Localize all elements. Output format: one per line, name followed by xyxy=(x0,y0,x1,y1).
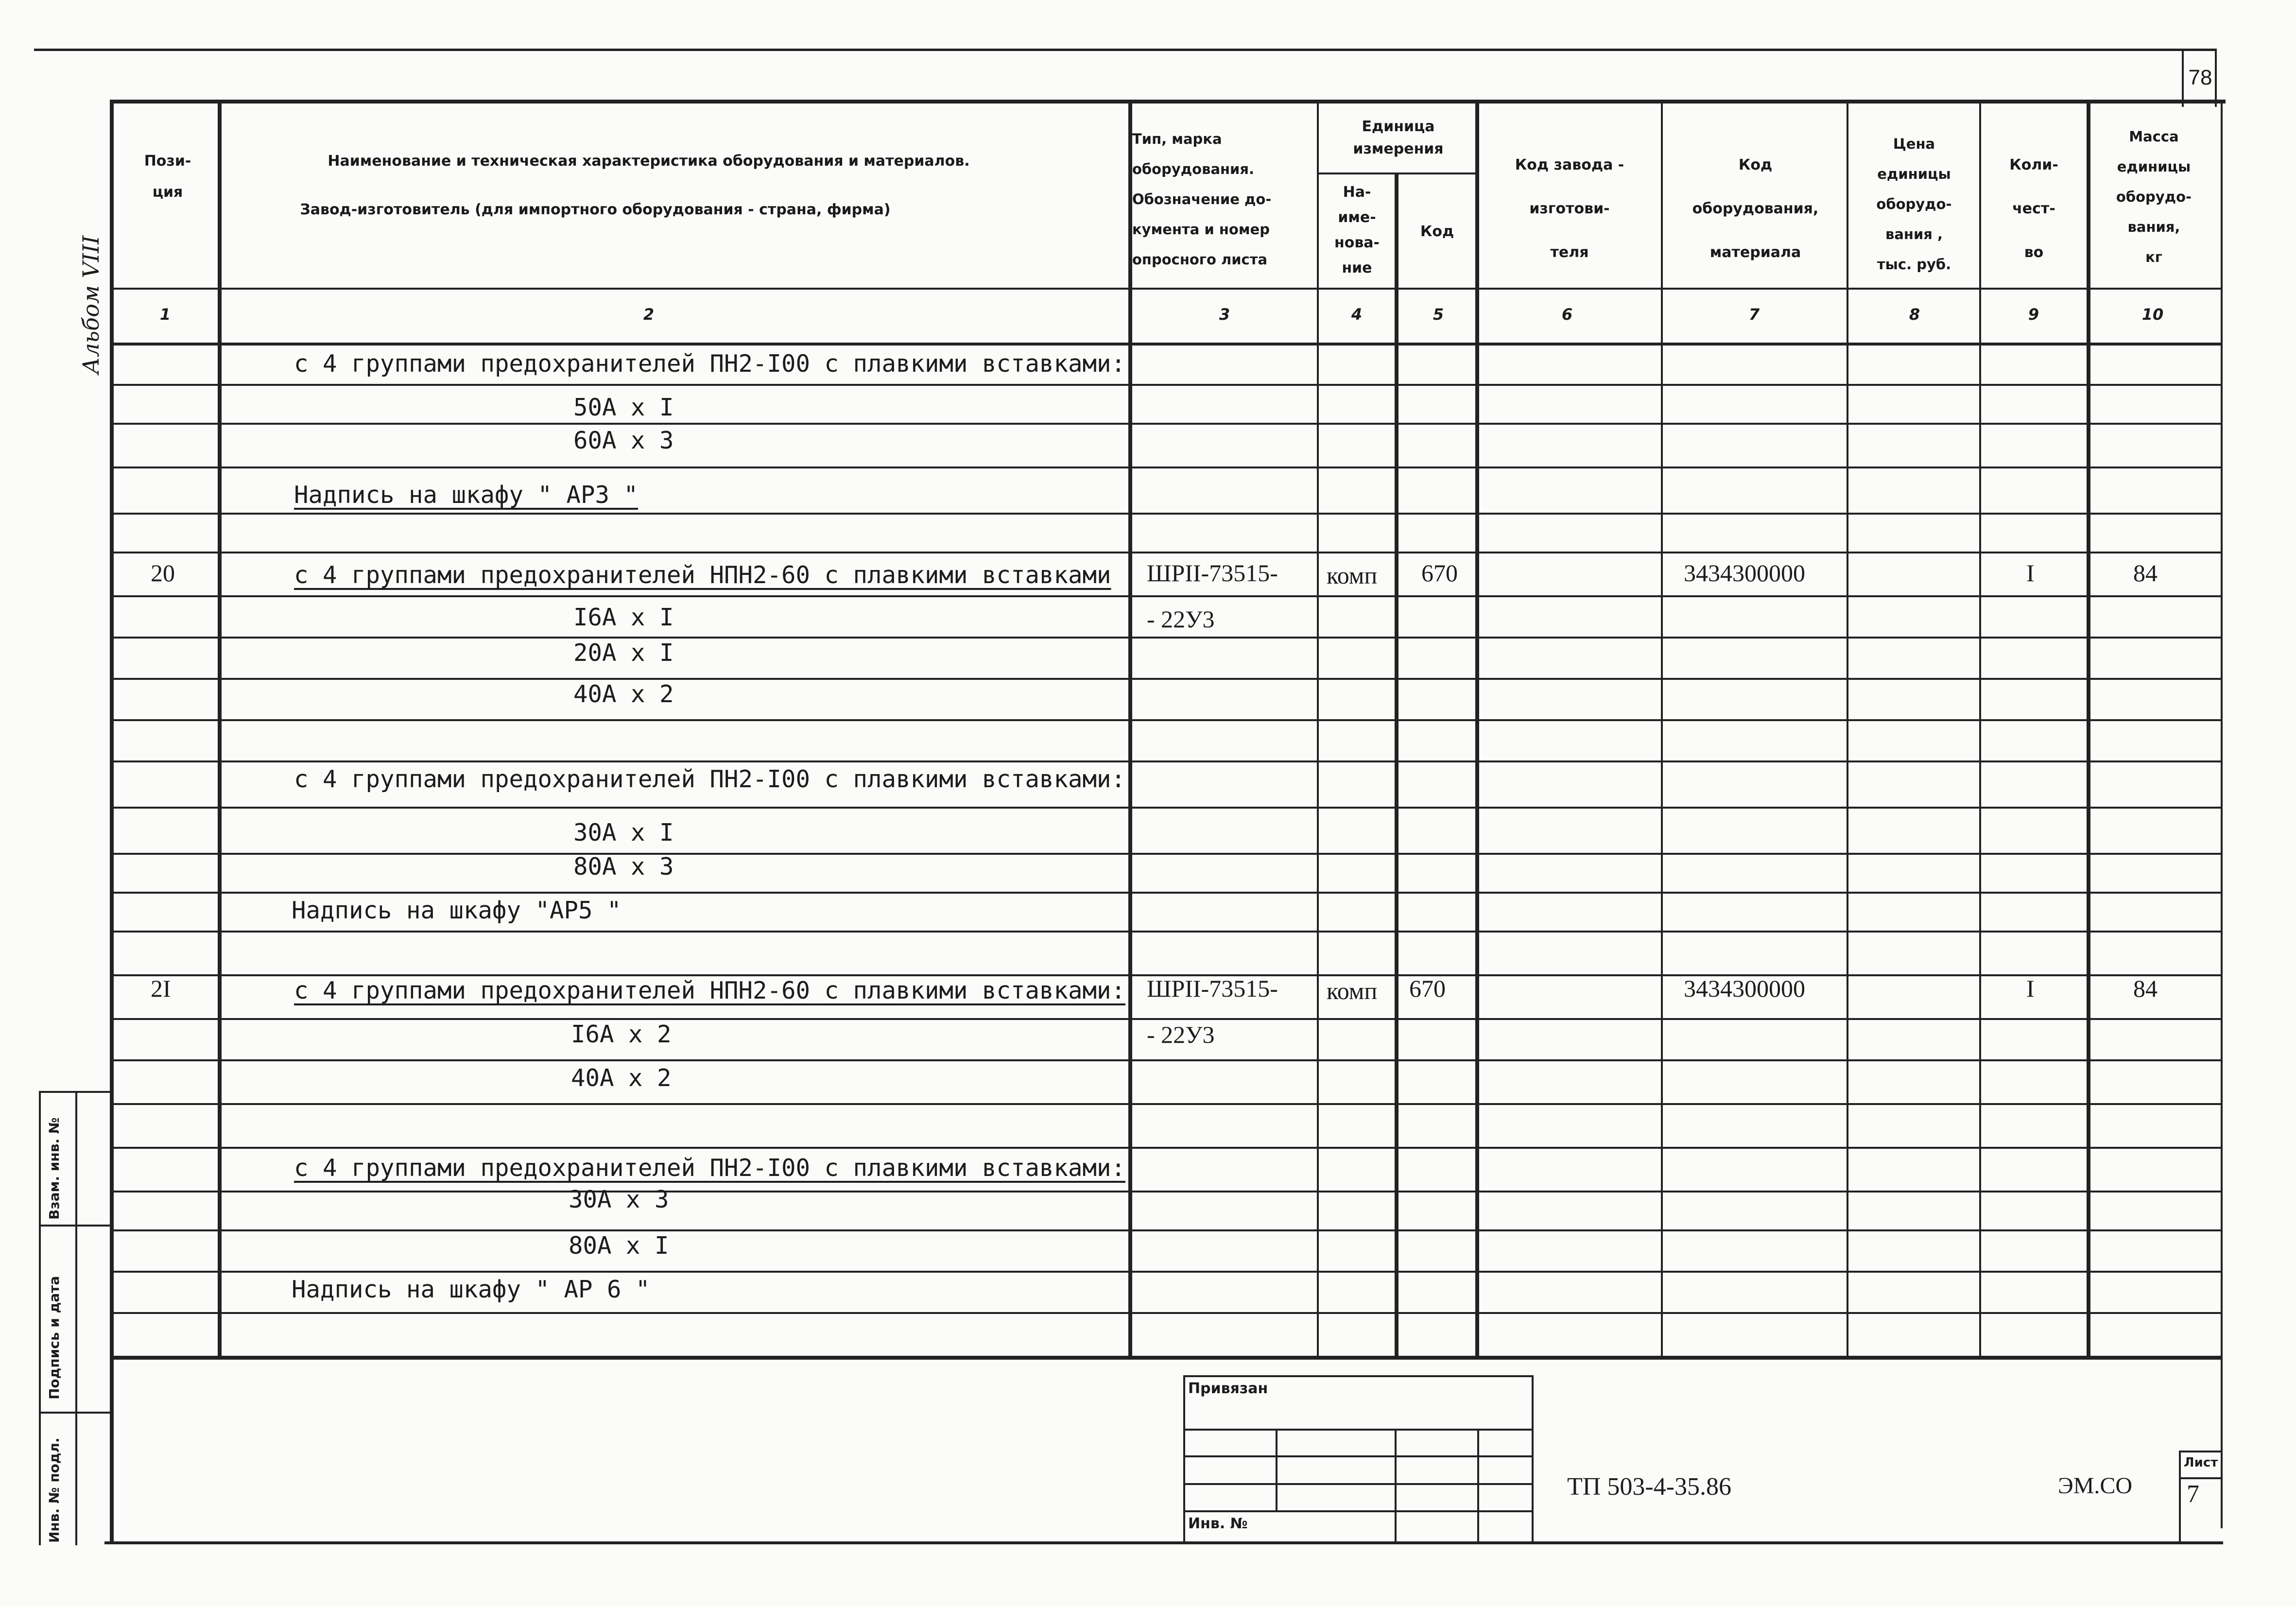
row-line xyxy=(112,384,2221,386)
list-box-top xyxy=(2179,1451,2223,1452)
row-description: Надпись на шкафу "АР5 " xyxy=(292,897,621,924)
sidebar-right-border xyxy=(75,1091,77,1545)
header-col3 xyxy=(1132,124,1314,275)
list-number: 7 xyxy=(2187,1480,2199,1508)
row-description: 30А х I xyxy=(573,819,674,847)
stamp-grid-line xyxy=(1183,1429,1533,1431)
table-top-border xyxy=(112,100,2226,104)
document-code: ТП 503-4-35.86 xyxy=(1567,1473,1731,1501)
row-description: с 4 группами предохранителей ПН2-I00 с плавкими вставками: xyxy=(294,1154,1126,1182)
header-col1-line: ция xyxy=(152,184,183,201)
header-col2-line2: Завод-изготовитель (для импортного оборудования - страна, фирма) xyxy=(300,201,891,218)
row-unit: комп xyxy=(1327,562,1378,589)
header-col6-line: изготови- xyxy=(1529,200,1610,217)
row-line xyxy=(112,1191,2221,1192)
page-number: 78 xyxy=(2188,66,2212,89)
header-col8-line: Цена xyxy=(1893,136,1935,152)
col-sep-7 xyxy=(1847,100,1848,1358)
row-quantity: I xyxy=(2026,975,2035,1002)
row-description: I6А х 2 xyxy=(571,1020,672,1048)
row-description: 40А х 2 xyxy=(573,680,674,708)
header-unit-group-line: измерения xyxy=(1353,140,1444,157)
row-line xyxy=(112,892,2221,894)
row-position: 20 xyxy=(151,559,175,587)
row-line xyxy=(112,1229,2221,1231)
row-description: 20А х I xyxy=(573,639,674,667)
stamp-grid-line xyxy=(1183,1510,1533,1512)
row-description: 80А х I xyxy=(569,1232,669,1260)
column-number: 3 xyxy=(1219,305,1230,324)
row-equipment-code: 3434300000 xyxy=(1684,559,1805,587)
column-number: 6 xyxy=(1561,305,1573,324)
sidebar-podpis-label: Подпись и дата xyxy=(46,1276,62,1400)
header-col9-line: во xyxy=(2024,244,2044,261)
stamp-grid-line xyxy=(1395,1429,1397,1543)
row-unit-code: 670 xyxy=(1421,559,1458,587)
row-line xyxy=(112,760,2221,762)
column-number: 10 xyxy=(2141,305,2164,324)
row-line xyxy=(112,423,2221,425)
header-col6-line: Код завода - xyxy=(1515,156,1624,173)
col-sep-9 xyxy=(2087,100,2090,1358)
column-number: 2 xyxy=(643,305,655,324)
header-col7 xyxy=(1664,143,1847,275)
col-sep-2 xyxy=(1128,100,1132,1358)
col-sep-5 xyxy=(1475,100,1479,1358)
header-col8-line: тыс. руб. xyxy=(1877,256,1951,273)
header-col3-line: опросного листа xyxy=(1132,251,1268,268)
header-col10-line: вания, xyxy=(2127,219,2180,235)
row-description: Надпись на шкафу " АР 6 " xyxy=(292,1276,650,1303)
header-col4-line: нова- xyxy=(1334,234,1380,251)
header-col9 xyxy=(1982,143,2086,275)
header-col4 xyxy=(1319,180,1395,281)
header-col10-line: кг xyxy=(2145,249,2162,265)
row-line xyxy=(112,807,2221,809)
row-line xyxy=(112,1312,2221,1314)
row-mass: 84 xyxy=(2133,975,2158,1002)
stamp-top-line xyxy=(1183,1375,1533,1377)
row-type: - 22У3 xyxy=(1147,1021,1215,1048)
stamp-grid-line xyxy=(1477,1429,1479,1543)
row-line xyxy=(112,552,2221,553)
row-description: Надпись на шкафу " АР3 " xyxy=(294,481,639,509)
list-label: Лист xyxy=(2184,1455,2218,1470)
row-unit: комп xyxy=(1327,977,1378,1004)
row-quantity: I xyxy=(2026,559,2035,587)
column-number: 8 xyxy=(1909,305,1920,324)
header-col4-line: име- xyxy=(1338,209,1376,226)
header-unit-group-line: Единица xyxy=(1362,118,1435,135)
row-line xyxy=(112,637,2221,639)
stamp-grid-line xyxy=(1183,1455,1533,1457)
header-col7-line: материала xyxy=(1709,244,1801,261)
row-line xyxy=(112,931,2221,933)
header-col7-line: оборудования, xyxy=(1692,200,1819,217)
row-description: 30А х 3 xyxy=(569,1186,669,1213)
header-col10 xyxy=(2089,121,2218,272)
row-line xyxy=(112,467,2221,468)
list-box-left xyxy=(2179,1451,2181,1543)
header-col9-line: Коли- xyxy=(2009,156,2058,173)
header-col4-line: На- xyxy=(1343,184,1371,201)
frame-right-border xyxy=(2221,100,2223,1528)
row-description: с 4 группами предохранителей ПН2-I00 с плавкими вставками: xyxy=(294,765,1126,793)
row-description: с 4 группами предохранителей ПН2-I00 с плавкими вставками: xyxy=(294,350,1126,378)
header-col8 xyxy=(1849,129,1979,279)
row-mass: 84 xyxy=(2133,559,2158,587)
header-col8-line: единицы xyxy=(1877,166,1951,182)
header-col10-line: Масса xyxy=(2129,128,2179,145)
col-sep-6 xyxy=(1661,100,1663,1358)
row-equipment-code: 3434300000 xyxy=(1684,975,1805,1002)
header-col7-line: Код xyxy=(1738,156,1773,173)
header-col3-line: Тип, марка xyxy=(1132,131,1222,147)
column-number: 5 xyxy=(1433,305,1444,324)
row-line xyxy=(112,1271,2221,1273)
column-number: 1 xyxy=(159,305,171,324)
stamp-right-line xyxy=(1532,1375,1534,1543)
row-unit-code: 670 xyxy=(1409,975,1446,1002)
frame-bottom-border xyxy=(104,1541,2223,1544)
section-code: ЭМ.СО xyxy=(2058,1473,2133,1499)
header-col3-line: Обозначение до- xyxy=(1132,191,1272,207)
sidebar-vzam-label: Взам. инв. № xyxy=(46,1117,62,1220)
row-line xyxy=(112,1018,2221,1020)
row-description: 60А х 3 xyxy=(573,427,674,454)
row-line xyxy=(112,1059,2221,1061)
header-col8-line: вания , xyxy=(1885,226,1943,242)
row-position: 2I xyxy=(151,975,171,1002)
header-col8-line: оборудо- xyxy=(1876,196,1952,212)
header-col2-line1: Наименование и техническая характеристика оборудования и материалов. xyxy=(328,153,970,170)
column-number: 4 xyxy=(1351,305,1363,324)
album-note: Альбом VIII xyxy=(78,235,104,374)
row-line xyxy=(112,1147,2221,1149)
row-line xyxy=(112,513,2221,515)
sidebar-inv-label: Инв. № подл. xyxy=(46,1437,62,1543)
header-bottom-line xyxy=(112,288,2221,290)
row-description: с 4 группами предохранителей НПН2-60 с плавкими вставками: xyxy=(294,977,1126,1004)
row-description: с 4 группами предохранителей НПН2-60 с плавкими вставками xyxy=(294,561,1111,589)
list-box-middle xyxy=(2179,1477,2223,1479)
sidebar-divider xyxy=(39,1225,112,1227)
row-line xyxy=(112,1103,2221,1105)
sidebar-top-border xyxy=(39,1091,112,1093)
row-type: ШРII-73515- xyxy=(1147,975,1278,1002)
header-col10-line: единицы xyxy=(2117,158,2191,175)
stamp-grid-line xyxy=(1276,1429,1277,1511)
header-col10-line: оборудо- xyxy=(2116,189,2192,205)
sidebar-divider xyxy=(39,1412,112,1414)
row-line xyxy=(112,719,2221,721)
colnum-bottom-line xyxy=(112,343,2221,346)
col-sep-8 xyxy=(1979,100,1981,1358)
header-col1-line: Пози- xyxy=(144,153,191,170)
row-line xyxy=(112,678,2221,680)
stamp-left-line xyxy=(1183,1375,1185,1543)
header-col5: Код xyxy=(1420,223,1454,240)
row-description: 50А х I xyxy=(573,394,674,421)
top-border-line xyxy=(34,49,2216,51)
col-sep-3 xyxy=(1317,100,1319,1358)
header-col9-line: чест- xyxy=(2012,200,2055,217)
stamp-grid-line xyxy=(1183,1483,1533,1485)
row-type: ШРII-73515- xyxy=(1147,559,1278,587)
row-line xyxy=(112,853,2221,855)
header-col3-line: оборудования. xyxy=(1132,161,1255,177)
column-number: 7 xyxy=(1748,305,1760,324)
frame-left-border xyxy=(110,100,114,1544)
header-col6-line: теля xyxy=(1550,244,1589,261)
table-bottom-line xyxy=(112,1356,2221,1360)
col-sep-1 xyxy=(218,100,222,1358)
stamp-inv-label: Инв. № xyxy=(1188,1515,1248,1532)
sidebar-left-border xyxy=(39,1091,41,1545)
row-description: 40А х 2 xyxy=(571,1064,672,1092)
row-description: 80А х 3 xyxy=(573,853,674,881)
row-type: - 22У3 xyxy=(1147,605,1215,633)
header-col3-line: кумента и номер xyxy=(1132,221,1270,238)
header-col4-line: ние xyxy=(1342,259,1372,276)
page-number-box-right xyxy=(2215,49,2217,107)
column-number: 9 xyxy=(2028,305,2039,324)
row-line xyxy=(112,595,2221,597)
col-sep-4 xyxy=(1395,173,1398,1358)
header-unit-group xyxy=(1319,116,1477,160)
stamp-privyazan-label: Привязан xyxy=(1188,1380,1268,1397)
page-number-box-left xyxy=(2182,49,2184,107)
row-description: I6А х I xyxy=(573,604,674,631)
header-col6 xyxy=(1480,143,1659,275)
header-col1 xyxy=(121,146,214,208)
